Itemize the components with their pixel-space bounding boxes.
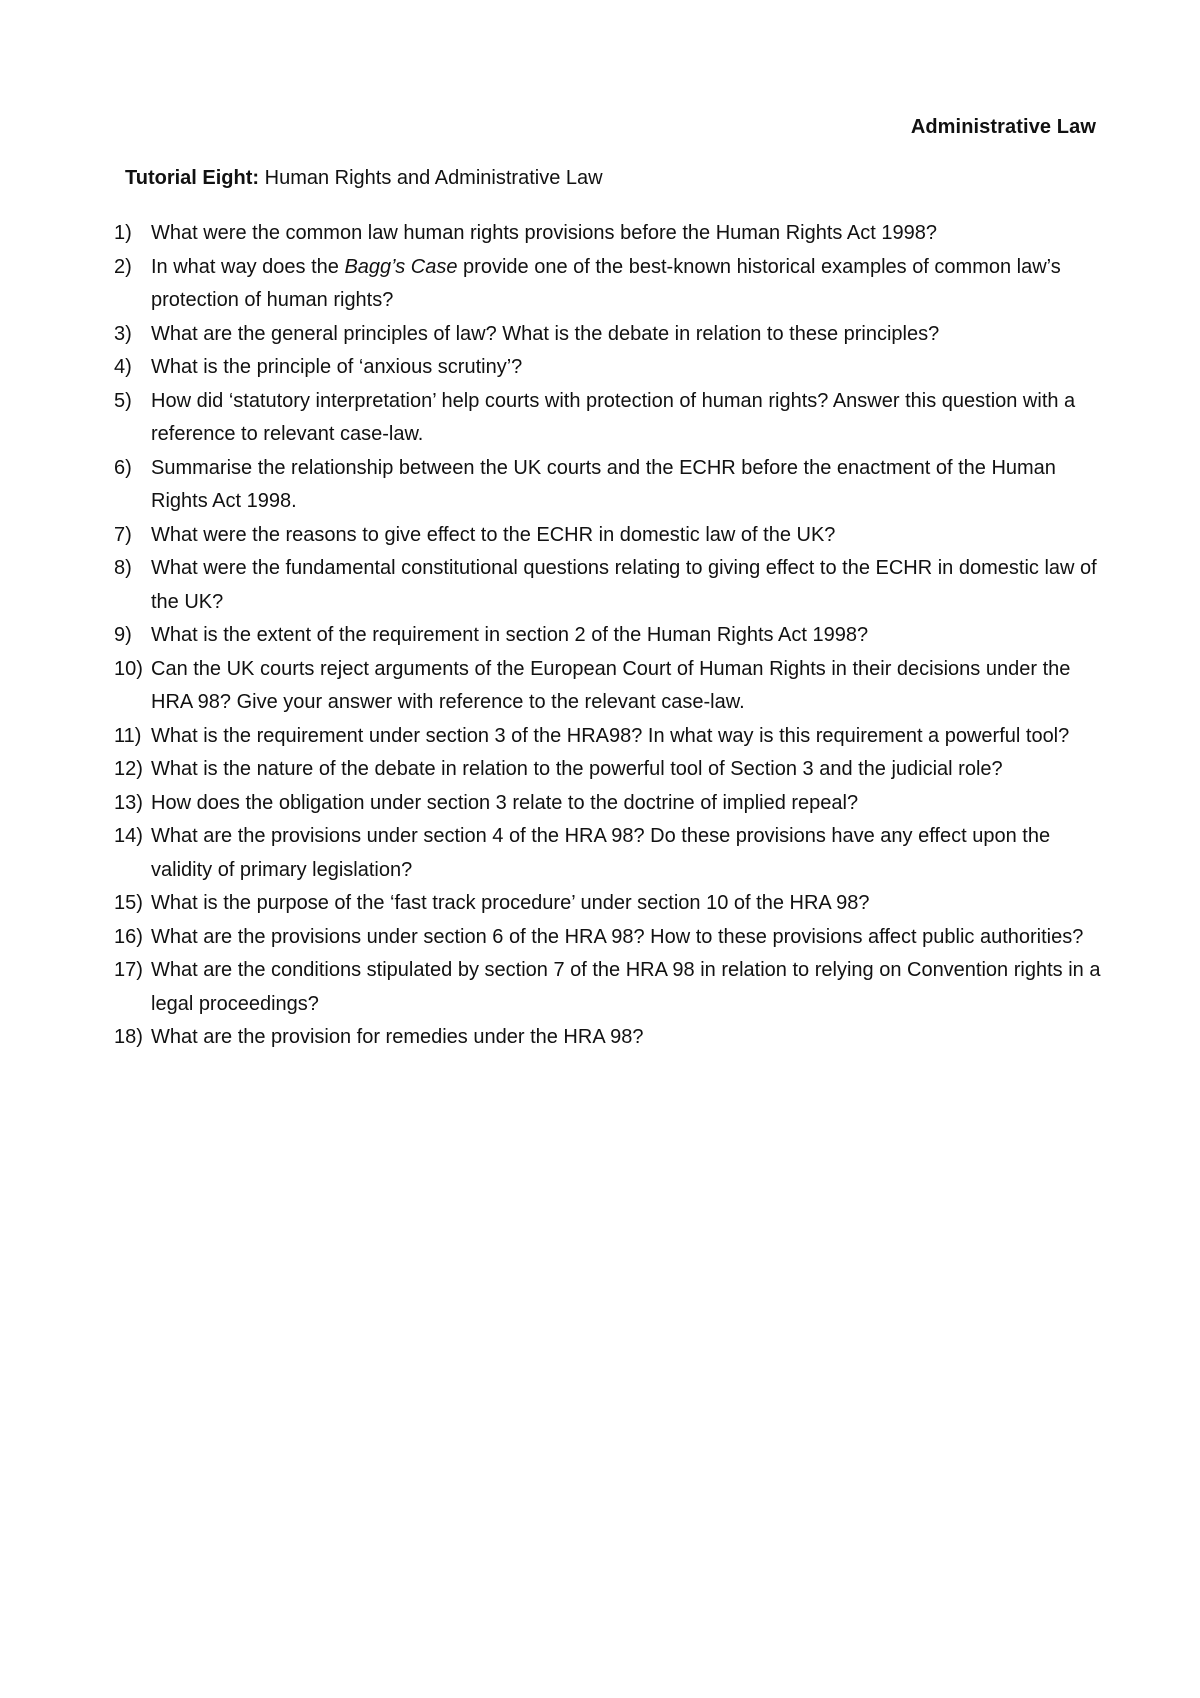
question-text: What is the purpose of the ‘fast track procedure’ under section 10 of the HRA 98? xyxy=(151,892,870,914)
question-text: What were the common law human rights provisions before the Human Rights Act 1998? xyxy=(151,222,937,244)
question-text: What are the provisions under section 4 of the HRA 98? Do these provisions have any effect upon the validity of primary legislation? xyxy=(151,825,1051,881)
question-number: 9) xyxy=(114,624,132,646)
question-item xyxy=(114,519,1104,553)
question-number: 14) xyxy=(114,825,143,847)
question-text: What is the requirement under section 3 of the HRA98? In what way is this requirement a powerful tool? xyxy=(151,724,1070,747)
case-name: Bagg’s Case xyxy=(344,255,458,278)
question-number: 12) xyxy=(114,758,143,780)
question-text: What are the provisions under section 6 of the HRA 98? How to these provisions affect public authorities? xyxy=(151,925,1084,948)
question-item xyxy=(114,720,1104,754)
question-item xyxy=(114,251,1104,318)
question-number: 5) xyxy=(114,389,132,412)
question-item xyxy=(114,887,1104,921)
question-number: 13) xyxy=(114,791,143,814)
question-number: 8) xyxy=(114,557,132,579)
question-item xyxy=(114,820,1104,887)
question-item xyxy=(114,452,1104,519)
question-text: What are the conditions stipulated by section 7 of the HRA 98 in relation to relying on Convention rights in a legal proceedings? xyxy=(151,959,1101,1015)
question-number: 16) xyxy=(114,925,143,948)
question-item xyxy=(114,619,1104,653)
question-number: 1) xyxy=(114,222,132,244)
question-item xyxy=(114,954,1104,1021)
question-text: How does the obligation under section 3 relate to the doctrine of implied repeal? xyxy=(151,791,859,814)
question-item xyxy=(114,653,1104,720)
question-text: What is the extent of the requirement in section 2 of the Human Rights Act 1998? xyxy=(151,624,869,646)
tutorial-title: Human Rights and Administrative Law xyxy=(264,167,603,189)
question-number: 4) xyxy=(114,356,132,378)
question-item xyxy=(114,217,1104,251)
question-text: What are the general principles of law? What is the debate in relation to these principles? xyxy=(151,322,940,345)
question-item xyxy=(114,318,1104,352)
question-number: 11) xyxy=(114,724,142,747)
course-title: Administrative Law xyxy=(910,116,1096,138)
question-text-pre: In what way does the xyxy=(151,255,345,278)
tutorial-heading xyxy=(125,167,603,190)
question-text-post: provide one of the best-known historical examples of common law’s protection of human rights? xyxy=(151,255,1061,311)
question-text: Summarise the relationship between the UK courts and the ECHR before the enactment of the Human Rights Act 1998. xyxy=(151,456,1056,512)
question-text: What is the principle of ‘anxious scrutiny’? xyxy=(151,356,523,378)
question-text: What is the nature of the debate in relation to the powerful tool of Section 3 and the judicial role? xyxy=(151,758,1003,780)
question-item xyxy=(114,385,1104,452)
tutorial-label: Tutorial Eight: xyxy=(125,167,260,189)
question-number: 15) xyxy=(114,892,143,914)
question-number: 18) xyxy=(114,1026,143,1048)
question-item xyxy=(114,787,1104,821)
question-text: How did ‘statutory interpretation’ help courts with protection of human rights? Answer this question with a reference to relevant case-law. xyxy=(151,389,1076,445)
question-number: 6) xyxy=(114,456,132,479)
question-text: What were the fundamental constitutional questions relating to giving effect to the ECHR in domestic law of the UK? xyxy=(151,557,1097,613)
question-item xyxy=(114,351,1104,385)
question-number: 2) xyxy=(114,255,132,278)
question-item xyxy=(114,753,1104,787)
question-list xyxy=(114,217,1104,1055)
question-item xyxy=(114,1021,1104,1055)
question-text: What are the provision for remedies under the HRA 98? xyxy=(151,1026,644,1048)
question-text: Can the UK courts reject arguments of the European Court of Human Rights in their decisions under the HRA 98? Give your answer with reference to the relevant case-law. xyxy=(151,657,1071,713)
question-number: 10) xyxy=(114,657,143,680)
question-number: 17) xyxy=(114,959,143,981)
question-number: 7) xyxy=(114,523,132,546)
question-item xyxy=(114,921,1104,955)
question-item xyxy=(114,552,1104,619)
question-text xyxy=(151,256,1061,312)
question-number: 3) xyxy=(114,322,132,345)
question-text: What were the reasons to give effect to the ECHR in domestic law of the UK? xyxy=(151,523,836,546)
